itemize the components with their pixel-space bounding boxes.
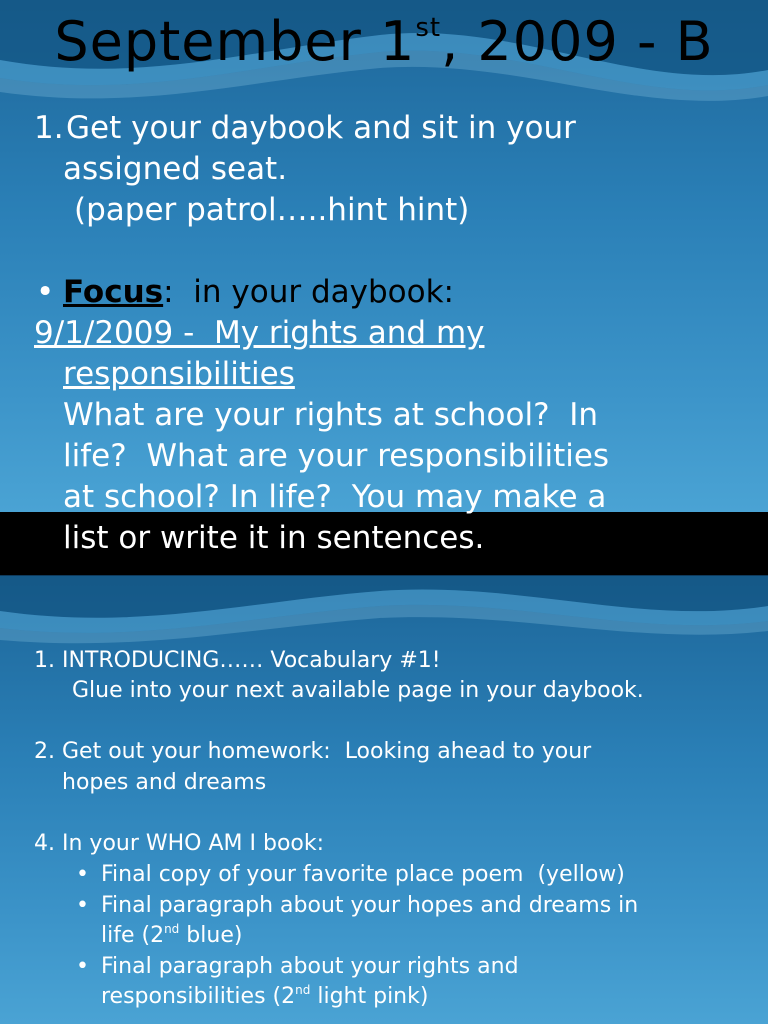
item-1-line-3: (paper patrol…..hint hint) [74,192,470,228]
focus-label: Focus [63,274,164,310]
item-1-line-1: INTRODUCING…… Vocabulary #1! [62,648,441,673]
journal-date-line-2: responsibilities [63,356,295,392]
item-1-line-1: Get your daybook and sit in your [66,110,576,146]
slide-title [0,10,768,74]
item-2-line-2: hopes and dreams [62,770,267,795]
journal-date-line-1: 9/1/2009 - My rights and my [34,315,485,351]
title-date: September 1 [54,10,416,73]
sub-bullet-2: • [76,893,89,918]
list-number-2: 2. [34,739,55,764]
question-line-1: What are your rights at school? In [63,397,599,433]
sub-bullet-1: • [76,862,89,887]
question-line-3: at school? In life? You may make a [63,479,607,515]
item-1-line-2: Glue into your next available page in your daybook. [72,678,644,703]
item-2-line-1: Get out your homework: Looking ahead to your [62,739,592,764]
list-number-4: 4. [34,831,55,856]
title-ordinal-suffix: st [415,13,442,43]
question-line-2: life? What are your responsibilities [63,438,610,474]
list-number-1: 1. [34,648,55,673]
sub-item-1: Final copy of your favorite place poem (yellow) [101,862,625,887]
item-1-number: 1. [34,110,64,146]
sub-item-2-line-1: Final paragraph about your hopes and dreams in [101,893,639,918]
sub-item-3-line-1: Final paragraph about your rights and [101,954,519,979]
title-rest: , 2009 - B [441,10,714,73]
focus-colon: : [163,274,174,310]
focus-bullet: • [36,274,55,310]
focus-rest: in your daybook: [173,274,454,310]
item-1-line-2: assigned seat. [63,151,288,187]
question-line-4: list or write it in sentences. [63,520,485,556]
slide-2 [0,576,768,1024]
focus-line [63,272,454,313]
item-4-line-1: In your WHO AM I book: [62,831,325,856]
sub-bullet-3: • [76,954,89,979]
sub-item-2-line-2: life (2nd blue) [101,922,243,948]
sub-item-3-line-2: responsibilities (2nd light pink) [101,983,429,1009]
